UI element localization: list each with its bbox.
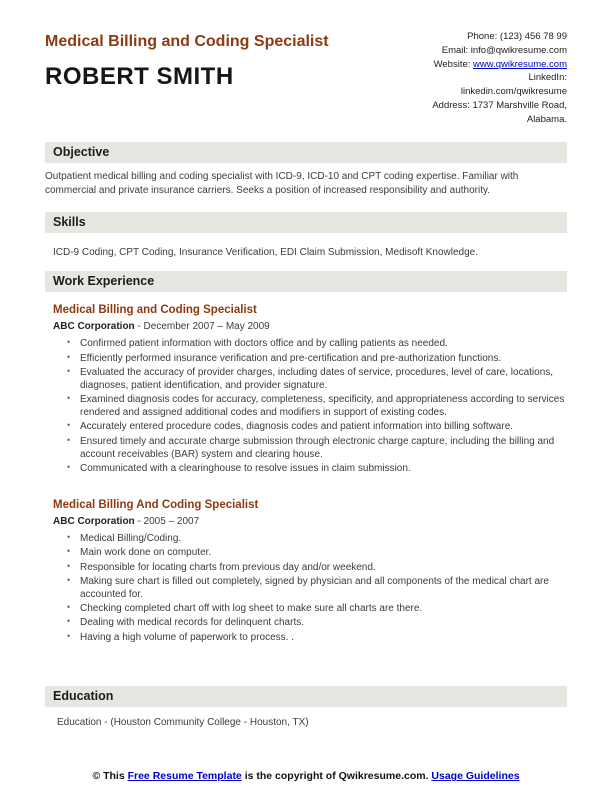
job-entry (53, 304, 567, 475)
job-bullet: • Efficiently performed insurance verification and pre-certification and pre-authorization functions. (67, 352, 567, 365)
free-resume-template-link[interactable]: Free Resume Template (127, 770, 242, 783)
job-bullet: • Ensured timely and accurate charge submission through electronic charge capture, including the billing and account receivables (BAR) system and clearing house. (67, 435, 567, 461)
section-work-experience (45, 271, 567, 643)
contact-address-line1: Address: 1737 Marshville Road, (432, 99, 567, 111)
section-objective (45, 142, 567, 197)
contact-phone: Phone: (123) 456 78 99 (467, 31, 567, 42)
job-bullet: • Examined diagnosis codes for accuracy, completeness, specificity, and appropriateness according to services rendered and assigned additional codes and modifiers in support of existing codes. (67, 393, 567, 419)
company-name: ABC Corporation (53, 516, 135, 528)
job-bullet: • Communicated with a clearinghouse to resolve issues in claim submission. (67, 462, 567, 475)
contact-linkedin-value: linkedin.com/qwikresume (460, 86, 567, 98)
page-footer (45, 769, 567, 784)
job-bullet: • Making sure chart is filled out completely, signed by physician and all components of the medical chart are accounted for. (67, 575, 567, 601)
candidate-name: ROBERT SMITH (45, 62, 234, 90)
work-experience-heading: Work Experience (45, 271, 567, 292)
job-bullet: • Evaluated the accuracy of provider charges, including dates of service, procedures, level of care, locations, diagnoses, patient identification, and provider signature. (67, 366, 567, 392)
company-line (53, 516, 567, 527)
website-label: Website: (433, 58, 474, 70)
job-bullet: • Accurately entered procedure codes, diagnosis codes and patient information into billing software. (67, 420, 567, 433)
skills-text: ICD-9 Coding, CPT Coding, Insurance Verification, EDI Claim Submission, Medisoft Knowledge. (53, 247, 479, 259)
contact-linkedin-label: LinkedIn: (528, 72, 567, 84)
job-bullet: • Having a high volume of paperwork to process. . (67, 631, 567, 644)
objective-text: Outpatient medical billing and coding specialist with ICD-9, ICD-10 and CPT coding expertise. Familiar with commercial and private insurance carriers. Seeks a position of increased responsibility and authority. (45, 171, 519, 196)
education-text: Education - (Houston Community College - Houston, TX) (57, 716, 309, 728)
contact-website (347, 58, 567, 72)
job-dates: - 2005 – 2007 (134, 516, 200, 528)
contact-address-line2: Alabama. (526, 113, 567, 125)
usage-guidelines-link[interactable]: Usage Guidelines (431, 770, 520, 783)
website-link[interactable]: www.qwikresume.com (473, 58, 567, 70)
contact-block (347, 28, 567, 126)
job-bullet-list (67, 532, 567, 644)
footer-text (76, 769, 536, 784)
job-dates: - December 2007 – May 2009 (134, 321, 270, 333)
job-bullet: • Main work done on computer. (67, 546, 567, 559)
education-heading: Education (45, 686, 567, 707)
job-entry (53, 499, 567, 644)
header (45, 28, 567, 126)
contact-email: Email: info@qwikresume.com (441, 44, 567, 56)
skills-heading: Skills (45, 212, 567, 233)
job-bullet: • Dealing with medical records for delinquent charts. (67, 616, 567, 629)
objective-heading: Objective (45, 142, 567, 163)
job-title: Medical Billing And Coding Specialist (53, 499, 259, 512)
job-bullet: • Medical Billing/Coding. (67, 532, 567, 545)
job-title: Medical Billing and Coding Specialist (53, 304, 257, 317)
company-line (53, 321, 567, 332)
company-name: ABC Corporation (53, 321, 135, 333)
job-bullet: • Responsible for locating charts from previous day and/or weekend. (67, 561, 567, 574)
header-left (45, 28, 345, 126)
resume-headline: Medical Billing and Coding Specialist (45, 33, 329, 50)
section-skills (45, 212, 567, 258)
job-bullet: • Confirmed patient information with doctors office and by calling patients as needed. (67, 337, 567, 350)
footer-copyright-prefix: © This (92, 770, 128, 783)
footer-copyright-middle: is the copyright of Qwikresume.com. (241, 770, 432, 783)
job-bullet-list (67, 337, 567, 475)
section-education (45, 686, 567, 728)
job-bullet: • Checking completed chart off with log sheet to make sure all charts are there. (67, 602, 567, 615)
